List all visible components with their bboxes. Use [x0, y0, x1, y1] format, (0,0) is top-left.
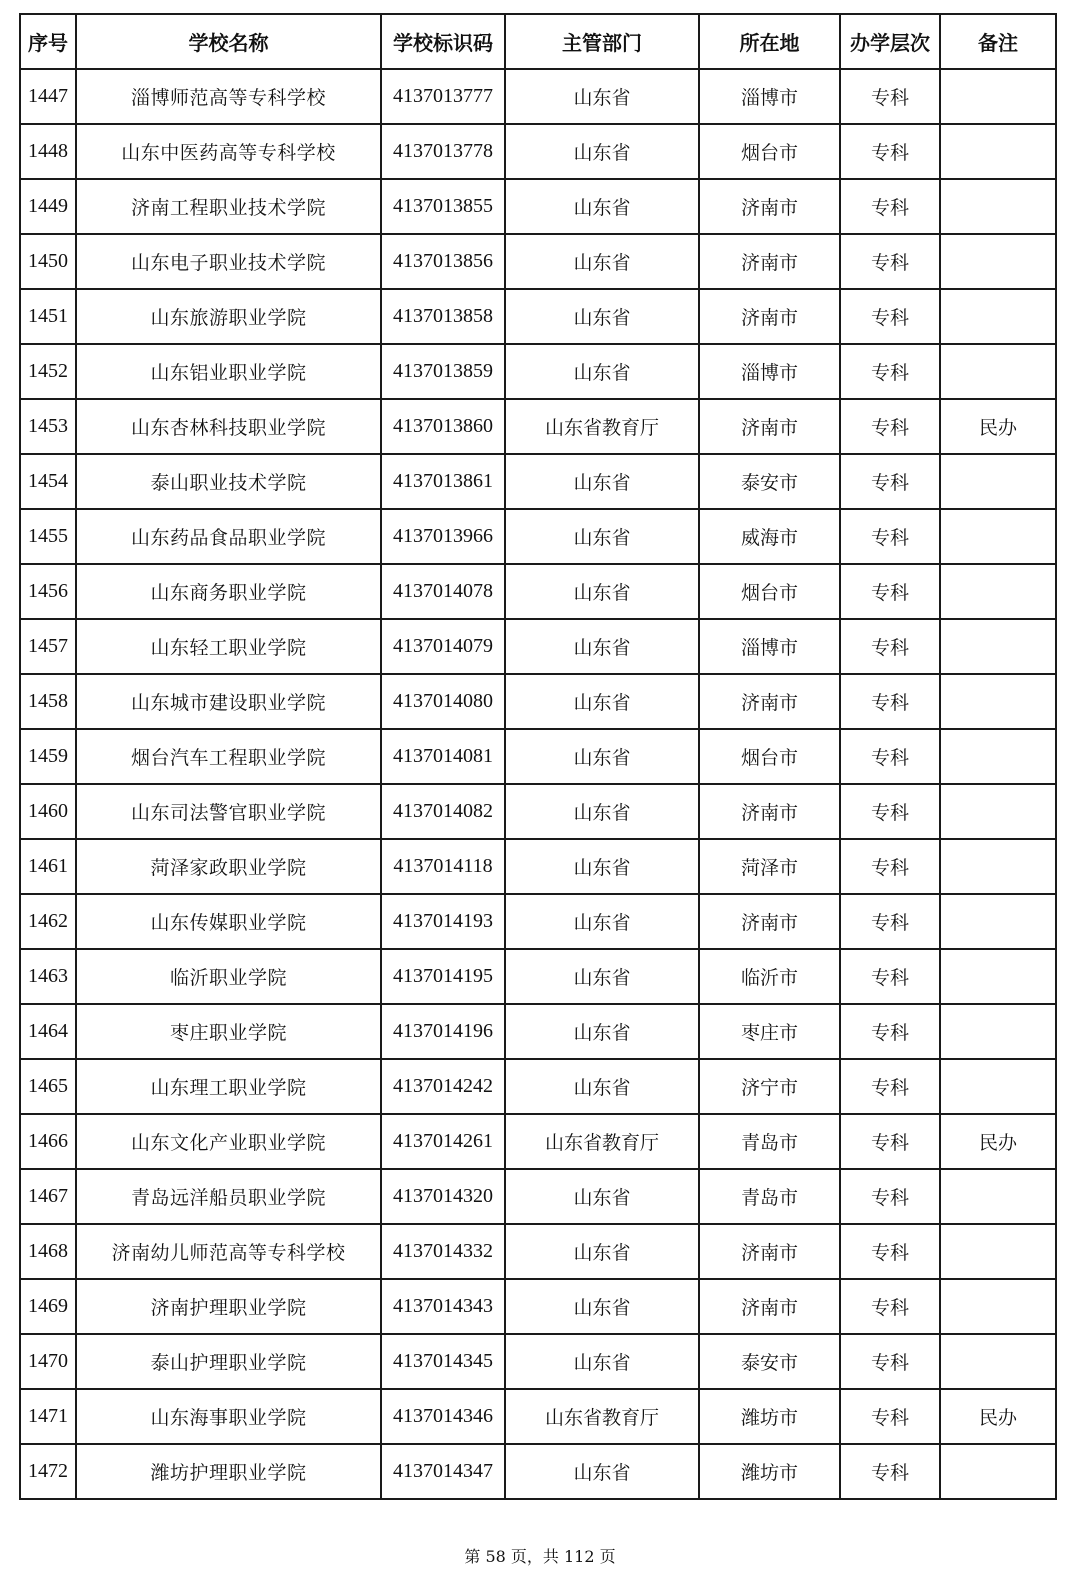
table-row — [20, 344, 1056, 399]
cell-supervising-department: 山东省 — [505, 179, 699, 234]
cell-location: 威海市 — [699, 509, 840, 564]
cell-education-level: 专科 — [840, 1389, 940, 1444]
cell-school-name: 泰山护理职业学院 — [76, 1334, 381, 1389]
table-row — [20, 949, 1056, 1004]
cell-location: 烟台市 — [699, 729, 840, 784]
table-row — [20, 1444, 1056, 1499]
cell-location: 济南市 — [699, 1279, 840, 1334]
cell-serial-number: 1465 — [20, 1059, 76, 1114]
cell-remarks — [940, 234, 1056, 289]
cell-education-level: 专科 — [840, 1169, 940, 1224]
cell-supervising-department: 山东省 — [505, 894, 699, 949]
cell-school-name: 山东轻工职业学院 — [76, 619, 381, 674]
cell-remarks — [940, 729, 1056, 784]
table-row — [20, 179, 1056, 234]
cell-serial-number: 1456 — [20, 564, 76, 619]
cell-remarks: 民办 — [940, 399, 1056, 454]
cell-supervising-department: 山东省 — [505, 564, 699, 619]
cell-location: 济宁市 — [699, 1059, 840, 1114]
header-school-code: 学校标识码 — [381, 14, 505, 69]
cell-supervising-department: 山东省 — [505, 729, 699, 784]
header-supervising-department: 主管部门 — [505, 14, 699, 69]
table-row — [20, 1279, 1056, 1334]
table-row — [20, 1114, 1056, 1169]
cell-serial-number: 1449 — [20, 179, 76, 234]
cell-school-name: 菏泽家政职业学院 — [76, 839, 381, 894]
cell-location: 济南市 — [699, 289, 840, 344]
cell-school-name: 山东商务职业学院 — [76, 564, 381, 619]
cell-serial-number: 1461 — [20, 839, 76, 894]
cell-location: 泰安市 — [699, 1334, 840, 1389]
cell-school-name: 山东杏林科技职业学院 — [76, 399, 381, 454]
cell-serial-number: 1451 — [20, 289, 76, 344]
cell-supervising-department: 山东省 — [505, 1169, 699, 1224]
cell-school-name: 山东旅游职业学院 — [76, 289, 381, 344]
cell-education-level: 专科 — [840, 674, 940, 729]
table-row — [20, 1059, 1056, 1114]
cell-school-code: 4137013859 — [381, 344, 505, 399]
cell-supervising-department: 山东省 — [505, 124, 699, 179]
cell-serial-number: 1471 — [20, 1389, 76, 1444]
table-header-row — [20, 14, 1056, 69]
cell-school-name: 济南幼儿师范高等专科学校 — [76, 1224, 381, 1279]
cell-remarks — [940, 1004, 1056, 1059]
table-row — [20, 1389, 1056, 1444]
cell-location: 济南市 — [699, 399, 840, 454]
cell-remarks — [940, 894, 1056, 949]
cell-school-name: 山东司法警官职业学院 — [76, 784, 381, 839]
cell-supervising-department: 山东省 — [505, 1279, 699, 1334]
table-row — [20, 839, 1056, 894]
cell-education-level: 专科 — [840, 234, 940, 289]
cell-remarks — [940, 1224, 1056, 1279]
table-row — [20, 69, 1056, 124]
cell-education-level: 专科 — [840, 454, 940, 509]
table-row — [20, 1334, 1056, 1389]
cell-school-name: 山东药品食品职业学院 — [76, 509, 381, 564]
cell-school-code: 4137014080 — [381, 674, 505, 729]
cell-remarks — [940, 949, 1056, 1004]
cell-education-level: 专科 — [840, 729, 940, 784]
cell-school-code: 4137014118 — [381, 839, 505, 894]
cell-supervising-department: 山东省 — [505, 344, 699, 399]
cell-school-code: 4137014242 — [381, 1059, 505, 1114]
header-education-level: 办学层次 — [840, 14, 940, 69]
cell-location: 淄博市 — [699, 344, 840, 399]
cell-education-level: 专科 — [840, 179, 940, 234]
cell-education-level: 专科 — [840, 784, 940, 839]
cell-supervising-department: 山东省教育厅 — [505, 399, 699, 454]
cell-serial-number: 1459 — [20, 729, 76, 784]
cell-location: 泰安市 — [699, 454, 840, 509]
cell-school-code: 4137013966 — [381, 509, 505, 564]
cell-remarks: 民办 — [940, 1114, 1056, 1169]
cell-education-level: 专科 — [840, 289, 940, 344]
cell-location: 潍坊市 — [699, 1444, 840, 1499]
cell-school-name: 临沂职业学院 — [76, 949, 381, 1004]
cell-location: 枣庄市 — [699, 1004, 840, 1059]
cell-serial-number: 1463 — [20, 949, 76, 1004]
cell-school-name: 山东理工职业学院 — [76, 1059, 381, 1114]
table-row — [20, 124, 1056, 179]
cell-serial-number: 1453 — [20, 399, 76, 454]
table-row — [20, 399, 1056, 454]
cell-location: 济南市 — [699, 1224, 840, 1279]
table-row — [20, 729, 1056, 784]
cell-location: 临沂市 — [699, 949, 840, 1004]
cell-location: 烟台市 — [699, 124, 840, 179]
cell-school-code: 4137014347 — [381, 1444, 505, 1499]
cell-remarks — [940, 564, 1056, 619]
cell-serial-number: 1455 — [20, 509, 76, 564]
cell-school-code: 4137013858 — [381, 289, 505, 344]
cell-school-name: 泰山职业技术学院 — [76, 454, 381, 509]
cell-remarks: 民办 — [940, 1389, 1056, 1444]
cell-school-code: 4137014320 — [381, 1169, 505, 1224]
cell-school-code: 4137014079 — [381, 619, 505, 674]
cell-supervising-department: 山东省 — [505, 949, 699, 1004]
cell-serial-number: 1467 — [20, 1169, 76, 1224]
cell-school-code: 4137013778 — [381, 124, 505, 179]
cell-remarks — [940, 69, 1056, 124]
cell-school-name: 山东城市建设职业学院 — [76, 674, 381, 729]
cell-education-level: 专科 — [840, 1444, 940, 1499]
cell-serial-number: 1470 — [20, 1334, 76, 1389]
table-row — [20, 1004, 1056, 1059]
cell-supervising-department: 山东省 — [505, 1444, 699, 1499]
cell-supervising-department: 山东省 — [505, 234, 699, 289]
table-row — [20, 509, 1056, 564]
header-remarks: 备注 — [940, 14, 1056, 69]
cell-remarks — [940, 454, 1056, 509]
cell-school-code: 4137014193 — [381, 894, 505, 949]
cell-education-level: 专科 — [840, 1334, 940, 1389]
school-list-table — [19, 13, 1057, 1500]
cell-supervising-department: 山东省 — [505, 1224, 699, 1279]
cell-school-code: 4137014346 — [381, 1389, 505, 1444]
cell-school-code: 4137014082 — [381, 784, 505, 839]
cell-supervising-department: 山东省 — [505, 454, 699, 509]
cell-school-name: 枣庄职业学院 — [76, 1004, 381, 1059]
cell-remarks — [940, 1444, 1056, 1499]
cell-school-name: 山东电子职业技术学院 — [76, 234, 381, 289]
cell-education-level: 专科 — [840, 564, 940, 619]
cell-school-code: 4137014332 — [381, 1224, 505, 1279]
header-school-name: 学校名称 — [76, 14, 381, 69]
cell-remarks — [940, 289, 1056, 344]
cell-serial-number: 1457 — [20, 619, 76, 674]
cell-school-code: 4137014261 — [381, 1114, 505, 1169]
cell-remarks — [940, 784, 1056, 839]
cell-education-level: 专科 — [840, 839, 940, 894]
cell-school-code: 4137013861 — [381, 454, 505, 509]
cell-supervising-department: 山东省 — [505, 1059, 699, 1114]
school-list-table-container — [19, 13, 1055, 1500]
cell-school-name: 济南护理职业学院 — [76, 1279, 381, 1334]
cell-school-code: 4137013855 — [381, 179, 505, 234]
cell-school-name: 山东铝业职业学院 — [76, 344, 381, 399]
cell-serial-number: 1448 — [20, 124, 76, 179]
cell-school-name: 烟台汽车工程职业学院 — [76, 729, 381, 784]
cell-education-level: 专科 — [840, 399, 940, 454]
cell-location: 济南市 — [699, 674, 840, 729]
cell-remarks — [940, 674, 1056, 729]
cell-remarks — [940, 344, 1056, 399]
cell-supervising-department: 山东省 — [505, 69, 699, 124]
cell-serial-number: 1466 — [20, 1114, 76, 1169]
cell-education-level: 专科 — [840, 1059, 940, 1114]
cell-supervising-department: 山东省 — [505, 839, 699, 894]
cell-location: 青岛市 — [699, 1114, 840, 1169]
cell-school-name: 青岛远洋船员职业学院 — [76, 1169, 381, 1224]
cell-serial-number: 1468 — [20, 1224, 76, 1279]
table-row — [20, 564, 1056, 619]
cell-school-code: 4137013856 — [381, 234, 505, 289]
cell-school-name: 济南工程职业技术学院 — [76, 179, 381, 234]
cell-education-level: 专科 — [840, 894, 940, 949]
cell-supervising-department: 山东省 — [505, 1334, 699, 1389]
cell-education-level: 专科 — [840, 949, 940, 1004]
cell-school-name: 山东文化产业职业学院 — [76, 1114, 381, 1169]
cell-location: 淄博市 — [699, 619, 840, 674]
cell-supervising-department: 山东省 — [505, 509, 699, 564]
cell-remarks — [940, 619, 1056, 674]
cell-education-level: 专科 — [840, 1114, 940, 1169]
cell-serial-number: 1450 — [20, 234, 76, 289]
cell-remarks — [940, 1059, 1056, 1114]
header-serial-number: 序号 — [20, 14, 76, 69]
cell-location: 淄博市 — [699, 69, 840, 124]
cell-remarks — [940, 1279, 1056, 1334]
cell-location: 济南市 — [699, 234, 840, 289]
cell-education-level: 专科 — [840, 1279, 940, 1334]
table-row — [20, 1169, 1056, 1224]
cell-serial-number: 1472 — [20, 1444, 76, 1499]
cell-serial-number: 1469 — [20, 1279, 76, 1334]
cell-supervising-department: 山东省 — [505, 1004, 699, 1059]
cell-education-level: 专科 — [840, 124, 940, 179]
cell-education-level: 专科 — [840, 344, 940, 399]
cell-supervising-department: 山东省 — [505, 619, 699, 674]
table-row — [20, 894, 1056, 949]
cell-location: 济南市 — [699, 784, 840, 839]
table-row — [20, 619, 1056, 674]
cell-serial-number: 1464 — [20, 1004, 76, 1059]
cell-school-code: 4137014195 — [381, 949, 505, 1004]
cell-education-level: 专科 — [840, 619, 940, 674]
cell-remarks — [940, 1334, 1056, 1389]
cell-serial-number: 1462 — [20, 894, 76, 949]
cell-serial-number: 1447 — [20, 69, 76, 124]
page-footer: 第 58 页，共 112 页 — [464, 1547, 616, 1566]
cell-education-level: 专科 — [840, 1224, 940, 1279]
cell-remarks — [940, 179, 1056, 234]
cell-school-code: 4137013777 — [381, 69, 505, 124]
cell-supervising-department: 山东省 — [505, 289, 699, 344]
cell-serial-number: 1460 — [20, 784, 76, 839]
cell-education-level: 专科 — [840, 1004, 940, 1059]
cell-location: 济南市 — [699, 894, 840, 949]
cell-school-name: 山东海事职业学院 — [76, 1389, 381, 1444]
cell-school-name: 潍坊护理职业学院 — [76, 1444, 381, 1499]
table-row — [20, 1224, 1056, 1279]
cell-serial-number: 1458 — [20, 674, 76, 729]
cell-school-name: 山东传媒职业学院 — [76, 894, 381, 949]
cell-location: 菏泽市 — [699, 839, 840, 894]
cell-education-level: 专科 — [840, 509, 940, 564]
cell-school-code: 4137014345 — [381, 1334, 505, 1389]
cell-school-code: 4137014081 — [381, 729, 505, 784]
table-row — [20, 454, 1056, 509]
cell-school-code: 4137014196 — [381, 1004, 505, 1059]
cell-serial-number: 1454 — [20, 454, 76, 509]
cell-serial-number: 1452 — [20, 344, 76, 399]
table-body — [20, 69, 1056, 1499]
table-row — [20, 674, 1056, 729]
cell-location: 济南市 — [699, 179, 840, 234]
cell-remarks — [940, 509, 1056, 564]
table-row — [20, 289, 1056, 344]
cell-school-name: 淄博师范高等专科学校 — [76, 69, 381, 124]
cell-location: 青岛市 — [699, 1169, 840, 1224]
cell-supervising-department: 山东省 — [505, 674, 699, 729]
cell-education-level: 专科 — [840, 69, 940, 124]
cell-remarks — [940, 124, 1056, 179]
cell-remarks — [940, 1169, 1056, 1224]
cell-school-code: 4137013860 — [381, 399, 505, 454]
cell-supervising-department: 山东省 — [505, 784, 699, 839]
cell-school-name: 山东中医药高等专科学校 — [76, 124, 381, 179]
header-location: 所在地 — [699, 14, 840, 69]
cell-location: 潍坊市 — [699, 1389, 840, 1444]
table-row — [20, 234, 1056, 289]
cell-supervising-department: 山东省教育厅 — [505, 1389, 699, 1444]
cell-location: 烟台市 — [699, 564, 840, 619]
cell-school-code: 4137014343 — [381, 1279, 505, 1334]
table-row — [20, 784, 1056, 839]
cell-school-code: 4137014078 — [381, 564, 505, 619]
cell-remarks — [940, 839, 1056, 894]
cell-supervising-department: 山东省教育厅 — [505, 1114, 699, 1169]
